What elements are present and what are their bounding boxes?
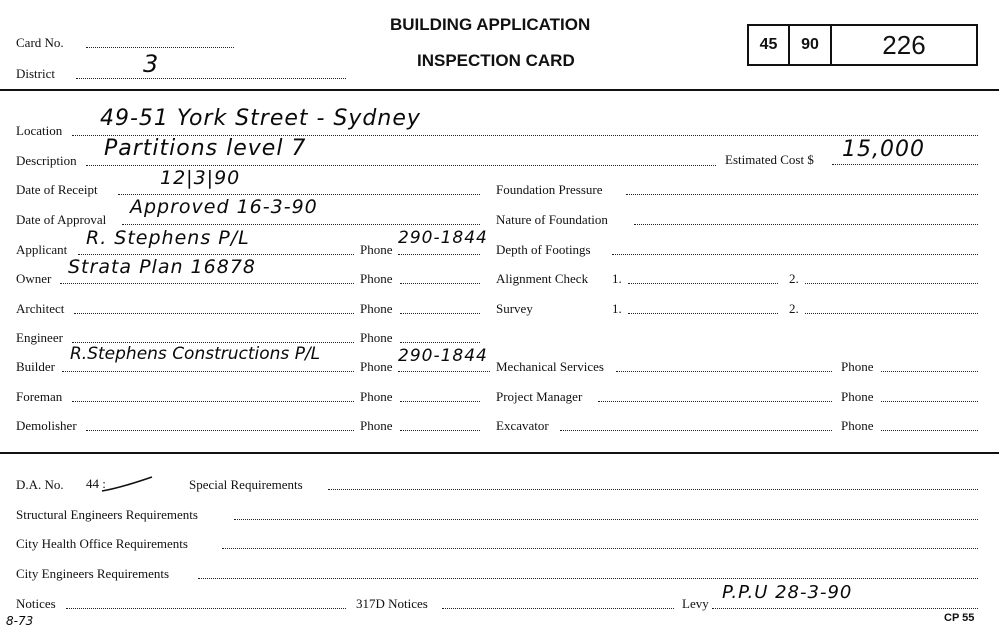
mechanical-services-label: Mechanical Services — [496, 359, 604, 374]
foreman-phone-line — [400, 401, 480, 402]
excavator-line — [560, 430, 832, 431]
builder-phone-value: 290-1844 — [398, 346, 488, 366]
date-approval-line — [122, 224, 480, 225]
description-value: Partitions level 7 — [104, 136, 307, 161]
structural-label: Structural Engineers Requirements — [16, 507, 198, 522]
mechanical-phone-line — [881, 371, 978, 372]
da-no-value: 44 : — [86, 476, 106, 491]
district-value: 3 — [143, 50, 160, 78]
applicant-line — [78, 254, 354, 255]
owner-line — [60, 283, 354, 284]
excavator-phone-line — [881, 430, 978, 431]
description-line — [86, 165, 716, 166]
owner-phone-line — [400, 283, 480, 284]
architect-line — [74, 313, 354, 314]
depth-footings-line — [612, 254, 978, 255]
special-requirements-label: Special Requirements — [189, 477, 303, 492]
builder-label: Builder — [16, 359, 55, 374]
special-requirements-line — [328, 489, 978, 490]
form-code: CP 55 — [944, 612, 975, 624]
survey-1-label: 1. — [612, 301, 622, 316]
city-engineers-line — [198, 578, 978, 579]
excavator-phone-label: Phone — [841, 418, 874, 433]
engineer-phone-line — [400, 342, 480, 343]
foreman-label: Foreman — [16, 389, 63, 404]
levy-line — [712, 608, 978, 609]
demolisher-line — [86, 430, 354, 431]
foreman-phone-label: Phone — [360, 389, 393, 404]
demolisher-phone-line — [400, 430, 480, 431]
ref-box-3: 226 — [830, 24, 978, 66]
survey-2-label: 2. — [789, 301, 799, 316]
card-no-line — [86, 47, 234, 48]
nature-foundation-line — [634, 224, 978, 225]
corner-note: 8-73 — [6, 614, 34, 628]
date-approval-value: Approved 16-3-90 — [130, 196, 318, 218]
demolisher-phone-label: Phone — [360, 418, 393, 433]
owner-label: Owner — [16, 271, 52, 286]
nature-foundation-label: Nature of Foundation — [496, 212, 608, 227]
builder-phone-label: Phone — [360, 359, 393, 374]
location-value: 49-51 York Street - Sydney — [100, 106, 421, 131]
applicant-phone-line — [398, 254, 480, 255]
estimated-cost-label: Estimated Cost $ — [725, 152, 814, 167]
engineer-label: Engineer — [16, 330, 63, 345]
da-no-label: D.A. No. — [16, 477, 64, 492]
card-no-label: Card No. — [16, 35, 64, 50]
date-receipt-line — [118, 194, 480, 195]
health-line — [222, 548, 978, 549]
header-rule — [0, 89, 999, 91]
applicant-phone-label: Phone — [360, 242, 393, 257]
alignment-1-line — [628, 283, 778, 284]
mechanical-phone-label: Phone — [841, 359, 874, 374]
estimated-cost-value: 15,000 — [842, 137, 925, 162]
structural-line — [234, 519, 978, 520]
date-receipt-value: 12|3|90 — [160, 167, 241, 189]
district-line — [76, 78, 346, 79]
engineer-phone-label: Phone — [360, 330, 393, 345]
date-approval-label: Date of Approval — [16, 212, 107, 227]
health-label: City Health Office Requirements — [16, 536, 188, 551]
demolisher-label: Demolisher — [16, 418, 77, 433]
description-label: Description — [16, 153, 77, 168]
notices-line — [66, 608, 346, 609]
applicant-label: Applicant — [16, 242, 68, 257]
foundation-pressure-label: Foundation Pressure — [496, 182, 603, 197]
levy-value: P.P.U 28-3-90 — [722, 582, 853, 603]
owner-phone-label: Phone — [360, 271, 393, 286]
levy-label: Levy — [682, 596, 709, 611]
applicant-value: R. Stephens P/L — [86, 227, 250, 249]
middle-rule — [0, 452, 999, 454]
project-manager-line — [598, 401, 832, 402]
date-receipt-label: Date of Receipt — [16, 182, 98, 197]
form-title: BUILDING APPLICATION — [390, 15, 591, 34]
location-label: Location — [16, 123, 63, 138]
builder-value: R.Stephens Constructions P/L — [70, 344, 321, 364]
builder-phone-line — [398, 371, 490, 372]
builder-line — [62, 371, 354, 372]
district-label: District — [16, 66, 55, 81]
alignment-check-label: Alignment Check — [496, 271, 589, 286]
notices-317d-line — [442, 608, 674, 609]
da-no-tick — [100, 474, 156, 494]
form-subtitle: INSPECTION CARD — [417, 51, 575, 70]
alignment-2-label: 2. — [789, 271, 799, 286]
mechanical-services-line — [616, 371, 832, 372]
foreman-line — [72, 401, 354, 402]
project-manager-label: Project Manager — [496, 389, 583, 404]
excavator-label: Excavator — [496, 418, 549, 433]
survey-1-line — [628, 313, 778, 314]
ref-box-2: 90 — [788, 24, 832, 66]
notices-label: Notices — [16, 596, 56, 611]
city-engineers-label: City Engineers Requirements — [16, 566, 170, 581]
survey-2-line — [805, 313, 978, 314]
project-manager-phone-line — [881, 401, 978, 402]
survey-label: Survey — [496, 301, 533, 316]
applicant-phone-value: 290-1844 — [398, 228, 488, 248]
notices-317d-label: 317D Notices — [356, 596, 428, 611]
depth-footings-label: Depth of Footings — [496, 242, 591, 257]
project-manager-phone-label: Phone — [841, 389, 874, 404]
architect-phone-line — [400, 313, 480, 314]
ref-box-1: 45 — [747, 24, 790, 66]
alignment-2-line — [805, 283, 978, 284]
architect-phone-label: Phone — [360, 301, 393, 316]
owner-value: Strata Plan 16878 — [68, 256, 256, 278]
estimated-cost-line — [832, 164, 978, 165]
alignment-1-label: 1. — [612, 271, 622, 286]
foundation-pressure-line — [626, 194, 978, 195]
architect-label: Architect — [16, 301, 65, 316]
